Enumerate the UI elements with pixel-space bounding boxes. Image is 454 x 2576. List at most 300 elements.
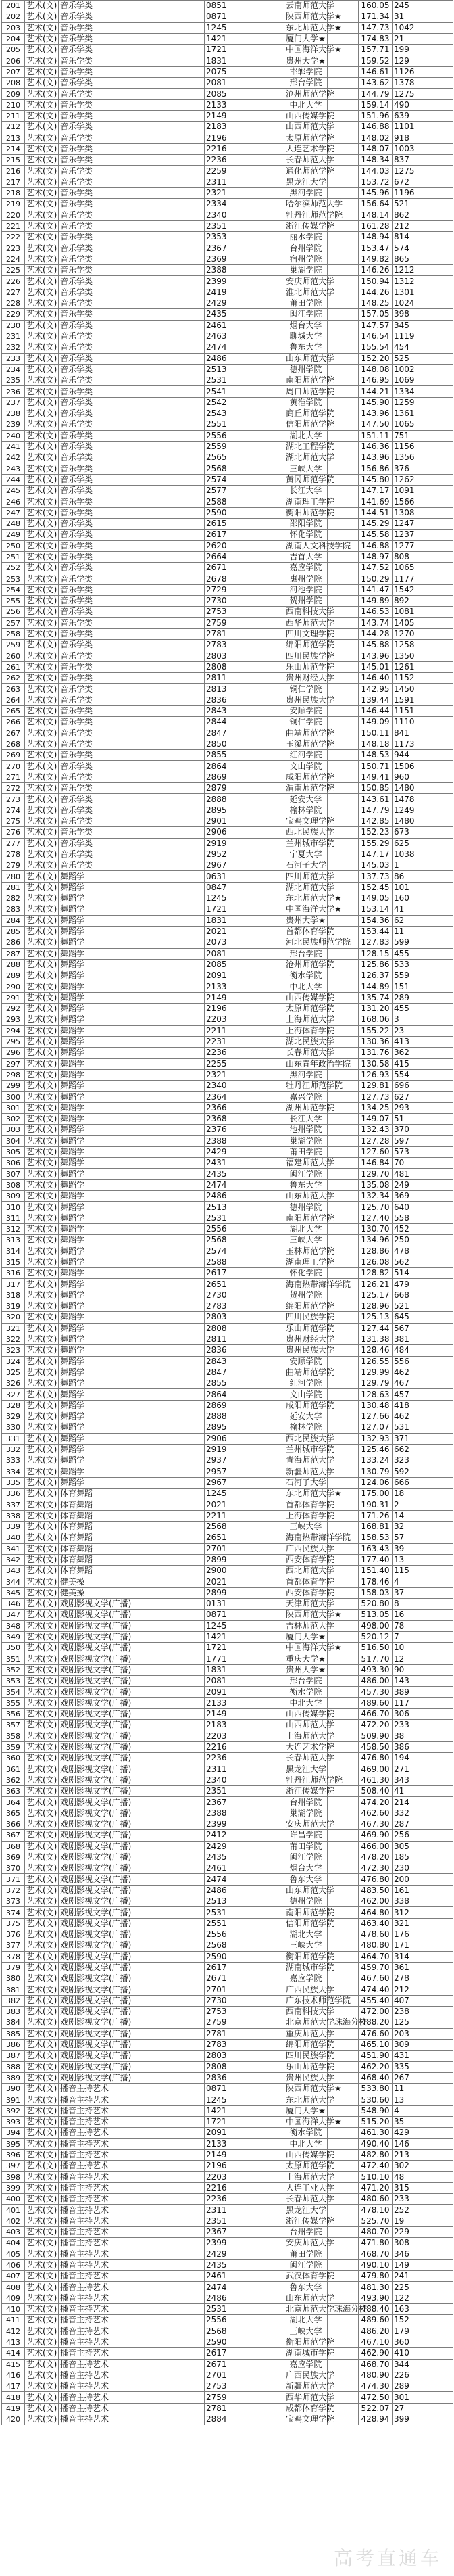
blank-cell-2	[328, 717, 359, 728]
rank-cell: 1350	[393, 651, 453, 661]
score-cell: 146.40	[359, 673, 393, 684]
table-row	[2, 2315, 453, 2326]
blank-cell-2	[328, 794, 359, 805]
table-row	[2, 1290, 453, 1301]
rank-cell: 35	[393, 2117, 453, 2128]
rank-cell: 39	[393, 1543, 453, 1554]
blank-cell-2	[328, 1235, 359, 1246]
row-index: 308	[2, 1179, 25, 1190]
major-cell: 音乐学类	[59, 573, 180, 584]
major-cell: 音乐学类	[59, 794, 180, 805]
rank-cell: 597	[393, 1135, 453, 1146]
score-cell: 145.90	[359, 397, 393, 408]
rank-cell: 1065	[393, 563, 453, 573]
rank-cell: 554	[393, 1069, 453, 1080]
blank-cell	[180, 1356, 205, 1367]
school-code-cell: 2836	[205, 1345, 284, 1356]
blank-cell	[180, 1631, 205, 1642]
school-name-cell: 山西传媒学院	[284, 992, 328, 1003]
rank-cell: 31	[393, 11, 453, 22]
school-name-cell: 长春师范大学	[284, 1753, 328, 1764]
school-name-cell: 贵州大学★	[284, 915, 328, 926]
table-row	[2, 1720, 453, 1731]
school-name-cell: 三峡大学	[284, 1940, 328, 1951]
row-index: 210	[2, 99, 25, 110]
score-cell: 145.03	[359, 860, 393, 871]
school-code-cell: 2664	[205, 551, 284, 562]
row-index: 340	[2, 1532, 25, 1543]
major-cell: 音乐学类	[59, 99, 180, 110]
score-cell: 476.80	[359, 1753, 393, 1764]
row-index: 318	[2, 1290, 25, 1301]
major-cell: 音乐学类	[59, 783, 180, 794]
major-cell: 舞蹈学	[59, 1290, 180, 1301]
rank-cell: 11	[393, 926, 453, 937]
blank-cell-2	[328, 2326, 359, 2337]
blank-cell-2	[328, 1863, 359, 1874]
category-cell: 艺术(文)	[25, 507, 59, 518]
category-cell: 艺术(文)	[25, 1290, 59, 1301]
school-name-cell: 商丘师范学院	[284, 408, 328, 419]
row-index: 269	[2, 750, 25, 761]
table-row	[2, 1246, 453, 1257]
school-name-cell: 湖北大学	[284, 1929, 328, 1940]
category-cell: 艺术(文)	[25, 320, 59, 331]
category-cell: 艺术(文)	[25, 1907, 59, 1918]
blank-cell	[180, 2161, 205, 2172]
score-cell: 515.20	[359, 2117, 393, 2128]
table-row	[2, 1191, 453, 1202]
blank-cell	[180, 893, 205, 904]
blank-cell	[180, 728, 205, 739]
category-cell: 艺术(文)	[25, 540, 59, 551]
row-index: 402	[2, 2216, 25, 2226]
category-cell: 艺术(文)	[25, 1797, 59, 1808]
rank-cell: 413	[393, 1036, 453, 1047]
blank-cell	[180, 607, 205, 617]
school-name-cell: 北京师范大学珠海分校	[284, 2304, 328, 2315]
rank-cell: 306	[393, 1709, 453, 1720]
rank-cell: 808	[393, 551, 453, 562]
score-cell: 455.40	[359, 1995, 393, 2006]
rank-cell: 212	[393, 220, 453, 231]
major-cell: 舞蹈学	[59, 1301, 180, 1312]
major-cell: 戏剧影视文学(广播)	[59, 1697, 180, 1708]
major-cell: 舞蹈学	[59, 1202, 180, 1213]
category-cell: 艺术(文)	[25, 1014, 59, 1025]
blank-cell-2	[328, 1973, 359, 1984]
category-cell: 艺术(文)	[25, 1257, 59, 1267]
blank-cell-2	[328, 2315, 359, 2326]
row-index: 256	[2, 607, 25, 617]
table-row	[2, 882, 453, 893]
score-cell: 127.60	[359, 1146, 393, 1157]
rank-cell: 117	[393, 1697, 453, 1708]
row-index: 377	[2, 1940, 25, 1951]
school-code-cell: 2617	[205, 2348, 284, 2359]
table-row	[2, 904, 453, 915]
school-code-cell: 2091	[205, 1687, 284, 1697]
rank-cell: 7	[393, 1631, 453, 1642]
major-cell: 音乐学类	[59, 596, 180, 607]
major-cell: 播音主持艺术	[59, 2326, 180, 2337]
rank-cell: 213	[393, 2149, 453, 2160]
major-cell: 音乐学类	[59, 684, 180, 695]
table-row	[2, 1576, 453, 1587]
score-cell: 134.96	[359, 1235, 393, 1246]
major-cell: 音乐学类	[59, 408, 180, 419]
school-name-cell: 铜仁学院	[284, 684, 328, 695]
category-cell: 艺术(文)	[25, 651, 59, 661]
category-cell: 艺术(文)	[25, 1521, 59, 1532]
table-row	[2, 89, 453, 99]
score-cell: 154.36	[359, 915, 393, 926]
school-name-cell: 黑河学院	[284, 1069, 328, 1080]
school-code-cell: 2133	[205, 1697, 284, 1708]
category-cell: 艺术(文)	[25, 992, 59, 1003]
score-cell: 146.95	[359, 375, 393, 386]
score-cell: 463.40	[359, 1918, 393, 1929]
table-row	[2, 1334, 453, 1344]
blank-cell-2	[328, 849, 359, 860]
score-cell: 128.86	[359, 1246, 393, 1257]
blank-cell-2	[328, 1940, 359, 1951]
blank-cell	[180, 89, 205, 99]
category-cell: 艺术(文)	[25, 1741, 59, 1752]
blank-cell	[180, 254, 205, 264]
row-index: 214	[2, 143, 25, 154]
blank-cell	[180, 2182, 205, 2193]
category-cell: 艺术(文)	[25, 22, 59, 33]
rank-cell: 287	[393, 1819, 453, 1829]
score-cell: 124.06	[359, 1477, 393, 1488]
score-cell: 150.29	[359, 573, 393, 584]
table-row	[2, 1323, 453, 1334]
school-code-cell: 2879	[205, 783, 284, 794]
school-name-cell: 巢湖学院	[284, 265, 328, 276]
rank-cell: 171	[393, 1940, 453, 1951]
major-cell: 戏剧影视文学(广播)	[59, 1929, 180, 1940]
category-cell: 艺术(文)	[25, 1610, 59, 1620]
blank-cell	[180, 783, 205, 794]
row-index: 408	[2, 2282, 25, 2293]
blank-cell	[180, 342, 205, 353]
table-row	[2, 463, 453, 474]
row-index: 291	[2, 992, 25, 1003]
category-cell: 艺术(文)	[25, 783, 59, 794]
row-index: 229	[2, 309, 25, 320]
score-cell: 145.96	[359, 188, 393, 199]
row-index: 304	[2, 1135, 25, 1146]
school-code-cell: 2531	[205, 1907, 284, 1918]
school-code-cell: 2399	[205, 2238, 284, 2249]
school-code-cell: 2486	[205, 353, 284, 364]
table-row	[2, 695, 453, 705]
score-cell: 128.96	[359, 1301, 393, 1312]
score-cell: 125.17	[359, 1290, 393, 1301]
major-cell: 音乐学类	[59, 375, 180, 386]
school-name-cell: 曲靖师范学院	[284, 1367, 328, 1378]
row-index: 249	[2, 530, 25, 540]
category-cell: 艺术(文)	[25, 1158, 59, 1169]
table-row	[2, 1014, 453, 1025]
major-cell: 体育舞蹈	[59, 1499, 180, 1510]
score-cell: 467.10	[359, 2337, 393, 2347]
rank-cell: 457	[393, 1389, 453, 1400]
table-row	[2, 441, 453, 452]
row-index: 348	[2, 1620, 25, 1631]
school-code-cell: 2900	[205, 1566, 284, 1576]
blank-cell	[180, 838, 205, 849]
rank-cell: 1042	[393, 22, 453, 33]
rank-cell: 321	[393, 1918, 453, 1929]
rank-cell: 302	[393, 2161, 453, 2172]
score-cell: 145.01	[359, 661, 393, 672]
table-row	[2, 33, 453, 44]
table-row	[2, 937, 453, 948]
major-cell: 舞蹈学	[59, 1102, 180, 1113]
row-index: 373	[2, 1896, 25, 1907]
table-row	[2, 2138, 453, 2149]
blank-cell-2	[328, 2359, 359, 2370]
major-cell: 音乐学类	[59, 11, 180, 22]
blank-cell	[180, 1510, 205, 1521]
major-cell: 音乐学类	[59, 386, 180, 397]
category-cell: 艺术(文)	[25, 2304, 59, 2315]
score-cell: 146.44	[359, 706, 393, 717]
row-index: 415	[2, 2359, 25, 2370]
row-index: 334	[2, 1466, 25, 1477]
school-code-cell: 2429	[205, 298, 284, 309]
rank-cell: 51	[393, 1113, 453, 1124]
table-row	[2, 1169, 453, 1179]
category-cell: 艺术(文)	[25, 871, 59, 882]
category-cell: 艺术(文)	[25, 1676, 59, 1687]
school-code-cell: 2888	[205, 1411, 284, 1422]
table-row	[2, 1521, 453, 1532]
score-cell: 146.53	[359, 607, 393, 617]
school-name-cell: 莆田学院	[284, 2249, 328, 2259]
table-row	[2, 739, 453, 749]
school-code-cell: 2843	[205, 1356, 284, 1367]
school-code-cell: 2216	[205, 1741, 284, 1752]
school-name-cell: 南阳师范学院	[284, 375, 328, 386]
school-name-cell: 衡水学院	[284, 1687, 328, 1697]
school-code-cell: 2803	[205, 2051, 284, 2061]
rank-cell: 415	[393, 1058, 453, 1069]
row-index: 313	[2, 1235, 25, 1246]
blank-cell-2	[328, 1169, 359, 1179]
blank-cell	[180, 1433, 205, 1444]
school-code-cell: 2021	[205, 1576, 284, 1587]
category-cell: 艺术(文)	[25, 717, 59, 728]
major-cell: 音乐学类	[59, 651, 180, 661]
row-index: 284	[2, 915, 25, 926]
row-index: 386	[2, 2039, 25, 2050]
score-cell: 482.80	[359, 2149, 393, 2160]
score-cell: 163.43	[359, 1543, 393, 1554]
school-name-cell: 黄淮学院	[284, 397, 328, 408]
major-cell: 舞蹈学	[59, 1367, 180, 1378]
rank-cell: 662	[393, 1444, 453, 1455]
blank-cell	[180, 1048, 205, 1058]
school-code-cell: 2565	[205, 452, 284, 463]
school-code-cell: 2542	[205, 397, 284, 408]
table-row	[2, 110, 453, 121]
row-index: 367	[2, 1830, 25, 1841]
blank-cell-2	[328, 397, 359, 408]
rank-cell: 1038	[393, 849, 453, 860]
school-code-cell: 2435	[205, 1852, 284, 1863]
category-cell: 艺术(文)	[25, 584, 59, 595]
category-cell: 艺术(文)	[25, 661, 59, 672]
category-cell: 艺术(文)	[25, 530, 59, 540]
table-row	[2, 1664, 453, 1675]
rank-cell: 233	[393, 2194, 453, 2205]
school-code-cell: 2351	[205, 1786, 284, 1797]
score-cell: 144.51	[359, 507, 393, 518]
blank-cell	[180, 684, 205, 695]
school-name-cell: 上海师范大学	[284, 1014, 328, 1025]
school-code-cell: 2615	[205, 518, 284, 529]
row-index: 307	[2, 1169, 25, 1179]
blank-cell-2	[328, 254, 359, 264]
rank-cell: 429	[393, 2128, 453, 2138]
major-cell: 播音主持艺术	[59, 2392, 180, 2403]
score-cell: 428.94	[359, 2414, 393, 2425]
blank-cell	[180, 2337, 205, 2347]
row-index: 357	[2, 1720, 25, 1731]
school-name-cell: 中北大学	[284, 981, 328, 992]
major-cell: 体育舞蹈	[59, 1566, 180, 1576]
school-name-cell: 三峡大学	[284, 2326, 328, 2337]
major-cell: 音乐学类	[59, 397, 180, 408]
row-index: 251	[2, 551, 25, 562]
category-cell: 艺术(文)	[25, 926, 59, 937]
blank-cell	[180, 1587, 205, 1598]
blank-cell	[180, 1146, 205, 1157]
rank-cell: 567	[393, 1323, 453, 1334]
major-cell: 音乐学类	[59, 551, 180, 562]
row-index: 250	[2, 540, 25, 551]
blank-cell	[180, 1058, 205, 1069]
school-name-cell: 延安大学	[284, 1411, 328, 1422]
score-cell: 148.18	[359, 739, 393, 749]
rank-cell: 1152	[393, 673, 453, 684]
score-cell: 476.60	[359, 2028, 393, 2039]
category-cell: 艺术(文)	[25, 1301, 59, 1312]
table-row	[2, 1874, 453, 1885]
category-cell: 艺术(文)	[25, 1345, 59, 1356]
blank-cell-2	[328, 1664, 359, 1675]
category-cell: 艺术(文)	[25, 1973, 59, 1984]
major-cell: 音乐学类	[59, 507, 180, 518]
row-index: 328	[2, 1400, 25, 1411]
score-cell: 148.53	[359, 750, 393, 761]
table-row	[2, 1819, 453, 1829]
category-cell: 艺术(文)	[25, 2028, 59, 2039]
major-cell: 舞蹈学	[59, 1213, 180, 1223]
category-cell: 艺术(文)	[25, 1566, 59, 1576]
rank-cell: 271	[393, 1764, 453, 1775]
blank-cell	[180, 1223, 205, 1234]
score-cell: 148.97	[359, 551, 393, 562]
blank-cell	[180, 2238, 205, 2249]
row-index: 306	[2, 1158, 25, 1169]
rank-cell: 8	[393, 1599, 453, 1610]
school-name-cell: 成都体育学院	[284, 2403, 328, 2414]
school-name-cell: 上海师范大学	[284, 2172, 328, 2182]
score-cell: 486.00	[359, 1676, 393, 1687]
table-row	[2, 166, 453, 177]
blank-cell	[180, 1576, 205, 1587]
school-code-cell: 2590	[205, 507, 284, 518]
school-name-cell: 三峡大学	[284, 1521, 328, 1532]
school-code-cell: 1721	[205, 2117, 284, 2128]
category-cell: 艺术(文)	[25, 1081, 59, 1092]
major-cell: 音乐学类	[59, 287, 180, 298]
row-index: 358	[2, 1731, 25, 1741]
table-row	[2, 970, 453, 981]
major-cell: 音乐学类	[59, 673, 180, 684]
score-cell: 467.60	[359, 1973, 393, 1984]
major-cell: 播音主持艺术	[59, 2149, 180, 2160]
category-cell: 艺术(文)	[25, 1378, 59, 1389]
row-index: 400	[2, 2194, 25, 2205]
school-code-cell: 2556	[205, 430, 284, 441]
school-code-cell: 2781	[205, 2028, 284, 2039]
score-cell: 474.40	[359, 1984, 393, 1995]
blank-cell-2	[328, 1797, 359, 1808]
table-row	[2, 1995, 453, 2006]
row-index: 245	[2, 486, 25, 496]
score-cell: 159.14	[359, 99, 393, 110]
blank-cell	[180, 926, 205, 937]
school-name-cell: 四川师范大学	[284, 871, 328, 882]
school-code-cell: 2259	[205, 166, 284, 177]
table-row	[2, 1367, 453, 1378]
score-cell: 127.73	[359, 1092, 393, 1102]
blank-cell-2	[328, 2282, 359, 2293]
rank-cell: 301	[393, 2392, 453, 2403]
rank-cell: 70	[393, 1158, 453, 1169]
blank-cell	[180, 1389, 205, 1400]
blank-cell	[180, 1808, 205, 1819]
row-index: 366	[2, 1819, 25, 1829]
school-name-cell: 榆林学院	[284, 1422, 328, 1433]
rank-cell: 179	[393, 2326, 453, 2337]
blank-cell	[180, 1312, 205, 1323]
blank-cell	[180, 2282, 205, 2293]
school-code-cell: 2617	[205, 530, 284, 540]
blank-cell-2	[328, 2226, 359, 2237]
school-code-cell: 2899	[205, 1554, 284, 1565]
rank-cell: 1275	[393, 166, 453, 177]
category-cell: 艺术(文)	[25, 496, 59, 507]
school-code-cell: 2895	[205, 1422, 284, 1433]
row-index: 241	[2, 441, 25, 452]
school-code-cell: 0631	[205, 871, 284, 882]
score-cell: 144.89	[359, 981, 393, 992]
major-cell: 舞蹈学	[59, 1422, 180, 1433]
school-name-cell: 乐山师范学院	[284, 1323, 328, 1334]
major-cell: 戏剧影视文学(广播)	[59, 2061, 180, 2072]
school-name-cell: 新疆师范大学	[284, 2381, 328, 2392]
row-index: 282	[2, 893, 25, 904]
school-name-cell: 上海体育学院	[284, 1025, 328, 1036]
school-code-cell: 2617	[205, 1268, 284, 1279]
table-row	[2, 1125, 453, 1135]
